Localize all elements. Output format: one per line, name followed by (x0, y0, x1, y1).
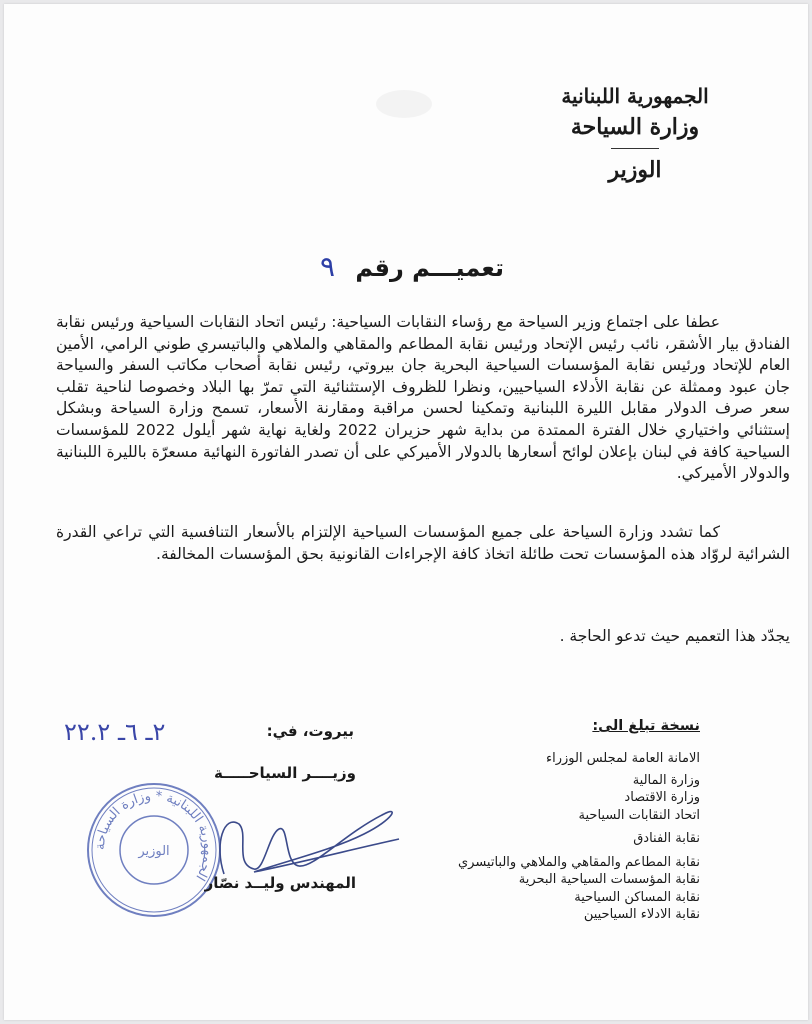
circular-title (264, 250, 504, 283)
cc-recipient: وزارة الاقتصاد (624, 790, 700, 805)
cc-recipient: نقابة المساكن السياحية (574, 889, 700, 905)
cc-list (400, 750, 700, 924)
handwritten-date: ٢ـ ٦ـ ٢٢.٢ (64, 718, 166, 746)
minister-title: وزيــــر السياحـــــة (214, 764, 356, 782)
minister-name: المهندس وليــد نصّار (204, 874, 356, 892)
place-date-label: بيروت، في: (266, 722, 354, 740)
cc-block (400, 718, 700, 924)
circular-title-text: تعميـــم رقم (355, 254, 504, 282)
cc-title: نسخة تبلغ الى: (592, 718, 700, 734)
paragraph-1-text: عطفا على اجتماع وزير السياحة مع رؤساء النقابات السياحية: رئيس اتحاد النقابات السياحية ورئيس نقابة الفنادق بيار الأشقر، نائب رئيس الإتحاد ورئيس نقابة المطاعم والمقاهي والملاهي والباتيسري طوني الرامي، الأمين العام للإتحاد ورئيس نقابة المؤسسات السياحية البحرية جان بيروتي، رئيس نقابة أصحاب مكاتب السفر والسياحة جان عبود وممثلة عن نقابة الأدلاء السياحيين، ونظرا للظروف الإستثنائية التي تمرّ بها البلاد وخصوصا لناحية تقلب سعر صرف الدولار مقابل الليرة اللبنانية وتمكينا لحسن مراقبة ومقارنة الأسعار، تسمح وزارة السياحة وبشكل إستثنائي واختياري خلال الفترة الممتدة من بداية شهر حزيران 2022 ولغاية نهاية شهر أيلول 2022 للمؤسسات السياحية كافة في لبنان بإعلان لوائح أسعارها بالدولار الأميركي على أن تصدر الفاتورة النهائية مسعرّة بالليرة اللبنانية والدولار الأميركي. (56, 313, 790, 483)
cc-recipient: نقابة المطاعم والمقاهي والملاهي والباتيسري (457, 854, 700, 870)
paragraph-3-text: يجدّد هذا التعميم حيث تدعو الحاجة . (559, 627, 790, 645)
cc-recipient: اتحاد النقابات السياحية (578, 807, 700, 823)
body-paragraph-3 (56, 626, 790, 648)
letterhead-office: الوزير (608, 157, 662, 183)
body-paragraph-1 (56, 312, 790, 485)
cc-recipient: نقابة الادلاء السياحيين (583, 907, 700, 922)
letterhead-republic: الجمهورية اللبنانية (561, 84, 709, 108)
date-line (64, 718, 354, 748)
stamp-inner-text: الوزير (138, 844, 170, 859)
cc-recipient: وزارة المالية (632, 772, 700, 788)
document-page (4, 4, 808, 1020)
letterhead (550, 82, 720, 185)
letterhead-ministry: وزارة السياحة (570, 114, 700, 140)
cc-recipient: الامانة العامة لمجلس الوزراء (546, 751, 700, 766)
faint-watermark (374, 86, 434, 122)
letterhead-divider (611, 148, 659, 149)
circular-number: ٩ (320, 250, 336, 283)
body-paragraph-2 (56, 522, 790, 565)
paragraph-2-text: كما تشدد وزارة السياحة على جميع المؤسسات السياحية الإلتزام بالأسعار التنافسية التي تراعي القدرة الشرائية لروّاد هذه المؤسسات تحت طائلة اتخاذ كافة الإجراءات القانونية بحق المؤسسات المخالفة. (56, 523, 790, 563)
handwritten-signature (184, 794, 404, 884)
cc-recipient: نقابة الفنادق (633, 831, 700, 846)
cc-recipient: نقابة المؤسسات السياحية البحرية (518, 872, 700, 887)
stamp-outer-text: الجمهورية اللبنانية * وزارة السياحة (92, 788, 216, 884)
